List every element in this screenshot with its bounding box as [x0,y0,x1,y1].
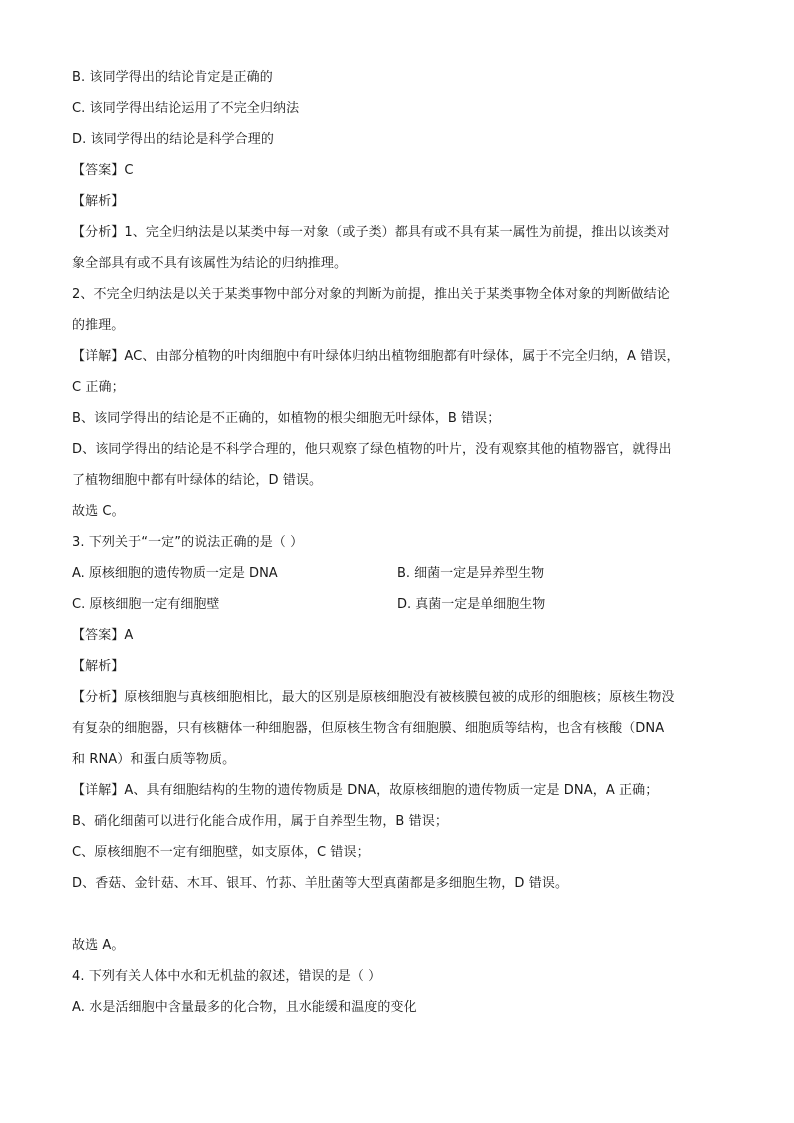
detail-line: 【详解】AC、由部分植物的叶肉细胞中有叶绿体归纳出植物细胞都有叶绿体，属于不完全归纳，A 错误， [72,349,680,364]
explanation-heading: 【解析】 [72,194,125,209]
analysis-line: 的推理。 [72,318,125,333]
question-3-stem: 3. 下列关于“一定”的说法正确的是（ ） [72,535,304,550]
blank-spacer [72,899,722,930]
q3-option-d: D. 真菌一定是单细胞生物 [397,597,546,612]
detail-line: C、原核细胞不一定有细胞壁，如支原体，C 错误； [72,845,370,860]
explanation-heading: 【解析】 [72,659,125,674]
analysis-line: 和 RNA）和蛋白质等物质。 [72,752,236,767]
q4-option-a: A. 水是活细胞中含量最多的化合物，且水能缓和温度的变化 [72,1000,417,1015]
detail-line: B、该同学得出的结论是不正确的，如植物的根尖细胞无叶绿体，B 错误； [72,411,501,426]
answer-line: 【答案】C [72,163,134,178]
detail-line: D、该同学得出的结论是不科学合理的，他只观察了绿色植物的叶片，没有观察其他的植物器官，就得出 [72,442,672,457]
answer-line: 【答案】A [72,628,134,643]
detail-line: 了植物细胞中都有叶绿体的结论，D 错误。 [72,473,323,488]
analysis-line: 【分析】1、完全归纳法是以某类中每一对象（或子类）都具有或不具有某一属性为前提，推出以该类对 [72,225,670,240]
analysis-line: 象全部具有或不具有该属性为结论的归纳推理。 [72,256,348,271]
option-c-line: C. 该同学得出结论运用了不完全归纳法 [72,101,300,116]
question-4-stem: 4. 下列有关人体中水和无机盐的叙述，错误的是（ ） [72,969,382,984]
conclusion-line: 故选 A。 [72,938,125,953]
q3-option-a: A. 原核细胞的遗传物质一定是 DNA [72,566,278,581]
q3-option-c: C. 原核细胞一定有细胞壁 [72,597,220,612]
q3-option-b: B. 细菌一定是异养型生物 [397,566,545,581]
conclusion-line: 故选 C。 [72,504,125,519]
detail-line: C 正确； [72,380,125,395]
q3-options-row-1 [72,558,722,589]
detail-line: B、硝化细菌可以进行化能合成作用，属于自养型生物，B 错误； [72,814,448,829]
analysis-line: 2、不完全归纳法是以关于某类事物中部分对象的判断为前提，推出关于某类事物全体对象的判断做结论 [72,287,670,302]
q3-options-row-2 [72,589,722,620]
document-body [72,62,722,1023]
analysis-line: 【分析】原核细胞与真核细胞相比，最大的区别是原核细胞没有被核膜包被的成形的细胞核；原核生物没 [72,690,675,705]
analysis-line: 有复杂的细胞器，只有核糖体一种细胞器，但原核生物含有细胞膜、细胞质等结构，也含有核酸（DNA [72,721,665,736]
detail-line: D、香菇、金针菇、木耳、银耳、竹荪、羊肚菌等大型真菌都是多细胞生物，D 错误。 [72,876,569,891]
option-d-line: D. 该同学得出的结论是科学合理的 [72,132,274,147]
option-b-line: B. 该同学得出的结论肯定是正确的 [72,70,273,85]
detail-line: 【详解】A、具有细胞结构的生物的遗传物质是 DNA，故原核细胞的遗传物质一定是 DNA，A 正确； [72,783,659,798]
